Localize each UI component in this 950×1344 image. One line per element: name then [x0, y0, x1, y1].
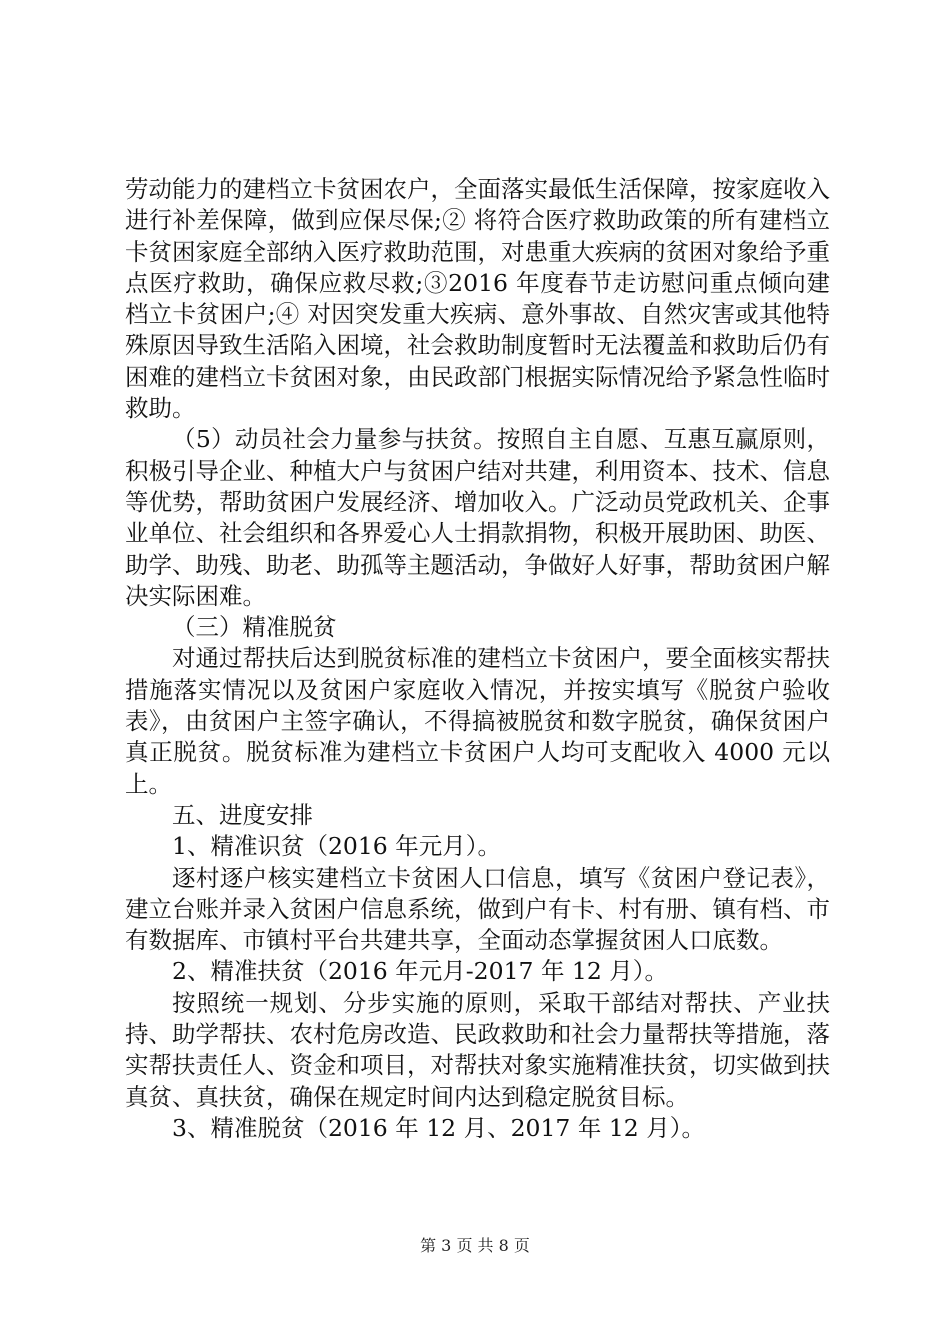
paragraph-step-1: 逐村逐户核实建档立卡贫困人口信息，填写《贫困户登记表》，建立台账并录入贫困户信息系统，做到户有卡、村有册、镇有档、市有数据库、市镇村平台共建共享，全面动态掌握贫困人口底数。 — [125, 863, 830, 955]
paragraph-step-2: 按照统一规划、分步实施的原则，采取干部结对帮扶、产业扶持、助学帮扶、农村危房改造、民政救助和社会力量帮扶等措施，落实帮扶责任人、资金和项目，对帮扶对象实施精准扶贫，切实做到扶真贫、真扶贫，确保在规定时间内达到稳定脱贫目标。 — [125, 988, 830, 1111]
heading-step-2: 2、精准扶贫（2016 年元月-2017 年 12 月）。 — [172, 957, 669, 986]
paragraph-social-assistance: 劳动能力的建档立卡贫困农户，全面落实最低生活保障，按家庭收入进行补差保障，做到应保尽保;② 将符合医疗救助政策的所有建档立卡贫困家庭全部纳入医疗救助范围，对患重大疾病的贫困对象给予重点医疗救助，确保应救尽救;③2016 年度春节走访慰问重点倾向建档立卡贫困户;④ 对因突发重大疾病、意外事故、自然灾害或其他特殊原因导致生活陷入困境，社会救助制度暂时无法覆盖和救助后仍有困难的建档立卡贫困对象，由民政部门根据实际情况给予紧急性临时救助。 — [125, 175, 830, 423]
heading-schedule: 五、进度安排 — [172, 800, 313, 829]
paragraph-social-forces: （5）动员社会力量参与扶贫。按照自主自愿、互惠互赢原则，积极引导企业、种植大户与贫困户结对共建，利用资本、技术、信息等优势，帮助贫困户发展经济、增加收入。广泛动员党政机关、企事业单位、社会组织和各界爱心人士捐款捐物，积极开展助困、助医、助学、助残、助老、助孤等主题活动，争做好人好事，帮助贫困户解决实际困难。 — [125, 425, 830, 610]
paragraph-exit-standard: 对通过帮扶后达到脱贫标准的建档立卡贫困户，要全面核实帮扶措施落实情况以及贫困户家庭收入情况，并按实填写《脱贫户验收表》，由贫困户主签字确认，不得搞被脱贫和数字脱贫，确保贫困户真正脱贫。脱贫标准为建档立卡贫困户人均可支配收入 4000 元以上。 — [125, 644, 830, 798]
document-body — [125, 174, 830, 1144]
heading-step-1: 1、精准识贫（2016 年元月）。 — [172, 832, 501, 861]
page-number-footer: 第 3 页 共 8 页 — [420, 1236, 530, 1255]
heading-step-3: 3、精准脱贫（2016 年 12 月、2017 年 12 月）。 — [172, 1113, 705, 1142]
heading-precise-poverty-exit: （三）精准脱贫 — [172, 613, 337, 642]
